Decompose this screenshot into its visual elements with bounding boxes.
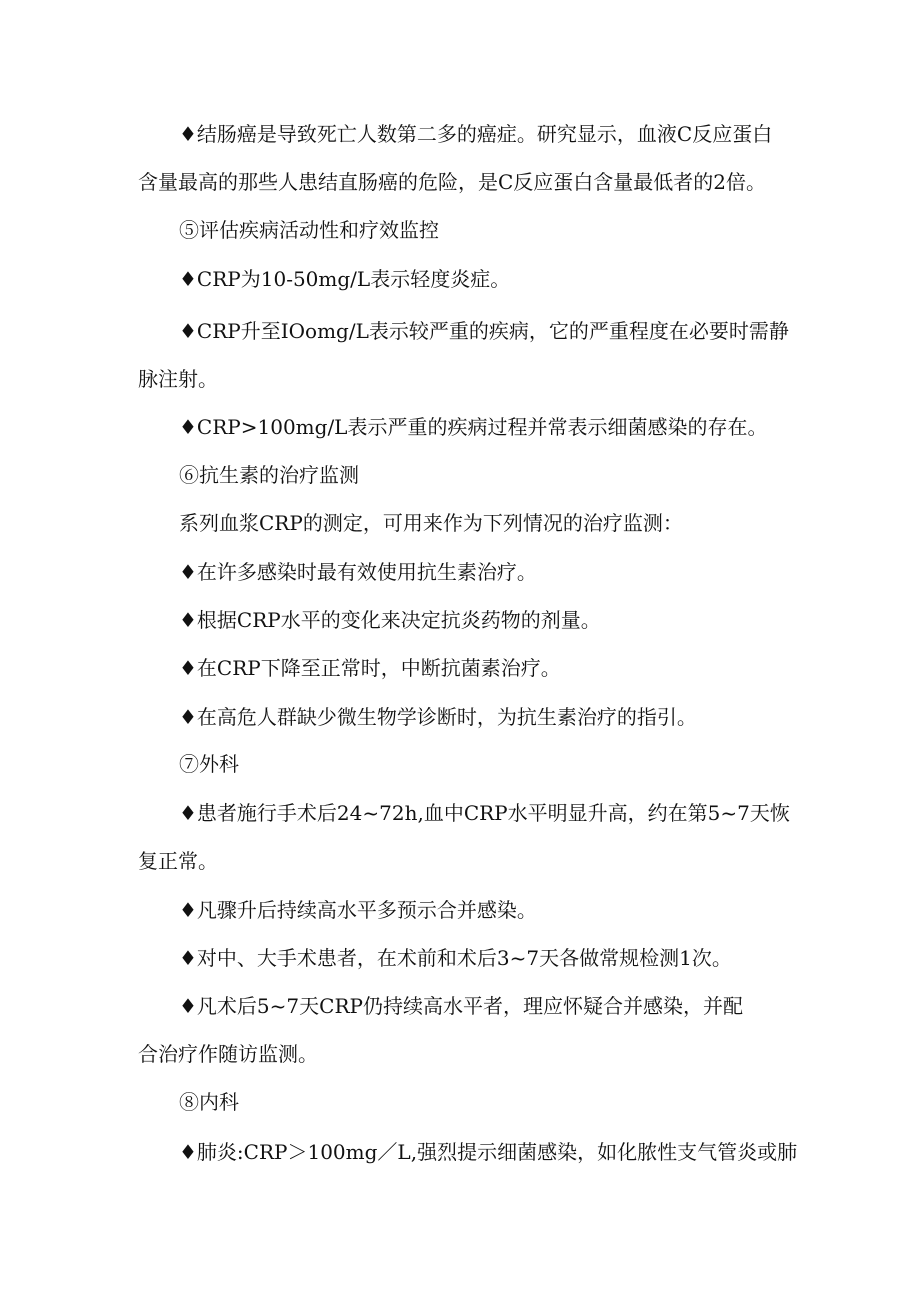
paragraph-line: ♦肺炎:CRP＞100mg／L,强烈提示细菌感染，如化脓性支气管炎或肺 bbox=[179, 1140, 798, 1164]
paragraph-line: ♦CRP升至IOomg/L表示较严重的疾病，它的严重程度在必要时需静 bbox=[179, 319, 789, 343]
paragraph-line: 系列血浆CRP的测定，可用来作为下列情况的治疗监测： bbox=[179, 511, 683, 535]
paragraph-line: ♦患者施行手术后24~72h,血中CRP水平明显升高，约在第5~7天恢 bbox=[179, 801, 790, 825]
paragraph-line: 含量最高的那些人患结直肠癌的危险，是C反应蛋白含量最低者的2倍。 bbox=[138, 170, 767, 194]
section-heading: ⑧内科 bbox=[179, 1090, 239, 1114]
paragraph-line: ♦根据CRP水平的变化来决定抗炎药物的剂量。 bbox=[179, 608, 601, 632]
paragraph-line: ♦凡骤升后持续高水平多预示合并感染。 bbox=[179, 898, 537, 922]
paragraph-line: ♦CRP>100mg/L表示严重的疾病过程并常表示细菌感染的存在。 bbox=[179, 415, 768, 439]
paragraph-line: ♦在高危人群缺少微生物学诊断时，为抗生素治疗的指引。 bbox=[179, 705, 697, 729]
paragraph-line: 合治疗作随访监测。 bbox=[138, 1042, 318, 1066]
paragraph-line: 复正常。 bbox=[138, 849, 218, 873]
paragraph-line: ♦结肠癌是导致死亡人数第二多的癌症。研究显示，血液C反应蛋白 bbox=[179, 122, 773, 146]
paragraph-line: 脉注射。 bbox=[138, 367, 218, 391]
paragraph-line: ♦CRP为10-50mg/L表示轻度炎症。 bbox=[179, 267, 511, 291]
section-heading: ⑦外科 bbox=[179, 752, 239, 776]
section-heading: ⑤评估疾病活动性和疗效监控 bbox=[179, 218, 439, 242]
paragraph-line: ♦在CRP下降至正常时，中断抗菌素治疗。 bbox=[179, 656, 561, 680]
paragraph-line: ♦在许多感染时最有效使用抗生素治疗。 bbox=[179, 560, 537, 584]
paragraph-line: ♦对中、大手术患者，在术前和术后3~7天各做常规检测1次。 bbox=[179, 946, 732, 970]
paragraph-line: ♦凡术后5~7天CRP仍持续高水平者，理应怀疑合并感染，并配 bbox=[179, 994, 743, 1018]
section-heading: ⑥抗生素的治疗监测 bbox=[179, 463, 359, 487]
